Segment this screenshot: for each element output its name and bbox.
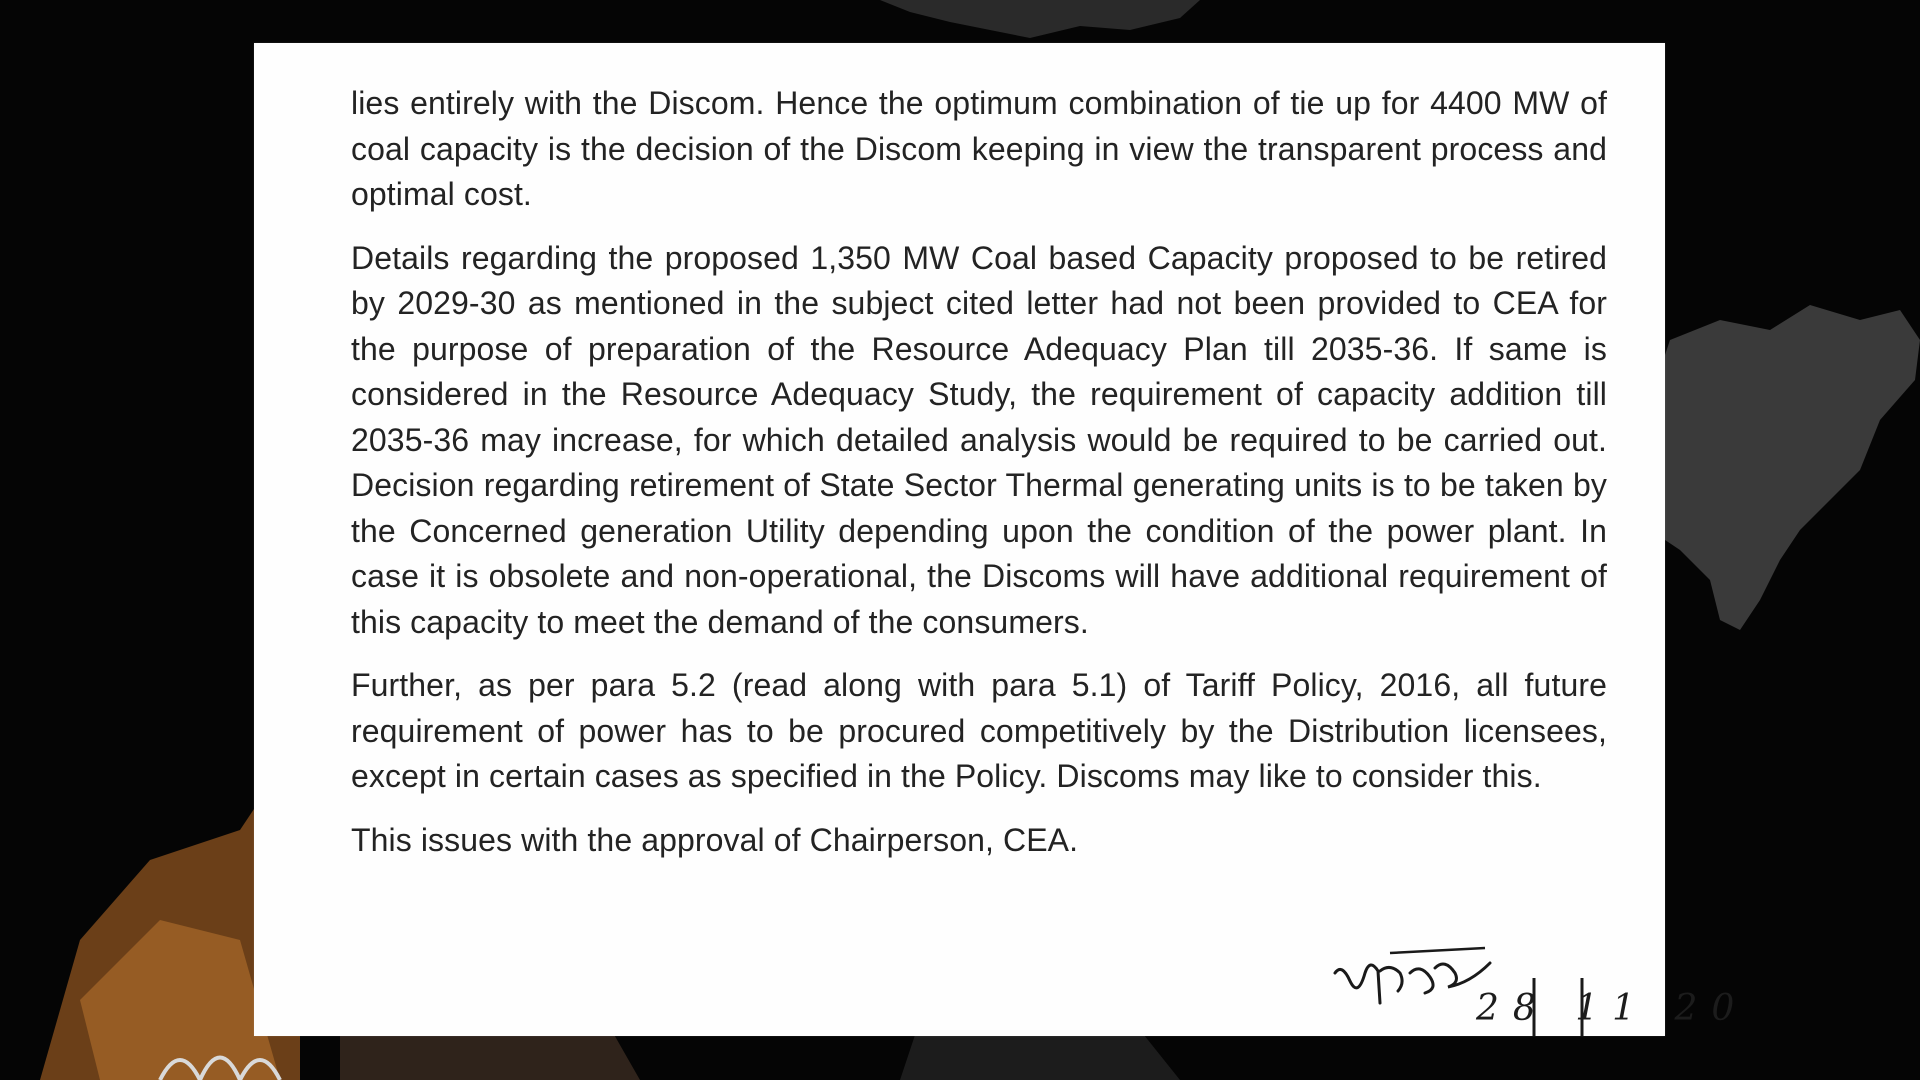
paragraph-tariff-policy: Further, as per para 5.2 (read along with para 5.1) of Tariff Policy, 2016, all future requirement of power has to be procured competitively by the Distribution licensees, except in certain cases as specified in the Policy. Discoms may like to consider this. xyxy=(351,667,1607,794)
paragraph-retirement-details: Details regarding the proposed 1,350 MW Coal based Capacity proposed to be retired by 2029-30 as mentioned in the subject cited letter had not been provided to CEA for the purpose of preparation of the Resource Adequacy Plan till 2035-36. If same is considered in the Resource Adequacy Study, the requirement of capacity addition till 2035-36 may increase, for which detailed analysis would be required to be carried out. Decision regarding retirement of State Sector Thermal generating units is to be taken by the Concerned generation Utility depending upon the condition of the power plant. In case it is obsolete and non-operational, the Discoms will have additional requirement of this capacity to meet the demand of the consumers. xyxy=(351,239,1607,640)
signature-date: 28 11 20 xyxy=(1476,988,1749,1029)
paragraph-approval: This issues with the approval of Chairperson, CEA. xyxy=(351,821,1079,858)
lotus-emblem-icon xyxy=(140,1030,340,1080)
paragraph-discom-tieup: lies entirely with the Discom. Hence the optimum combination of tie up for 4400 MW of coal capacity is the decision of the Discom keeping in view the transparent process and optimal cost. xyxy=(351,85,1607,212)
document-page xyxy=(254,43,1749,1036)
document-body xyxy=(351,81,1607,881)
